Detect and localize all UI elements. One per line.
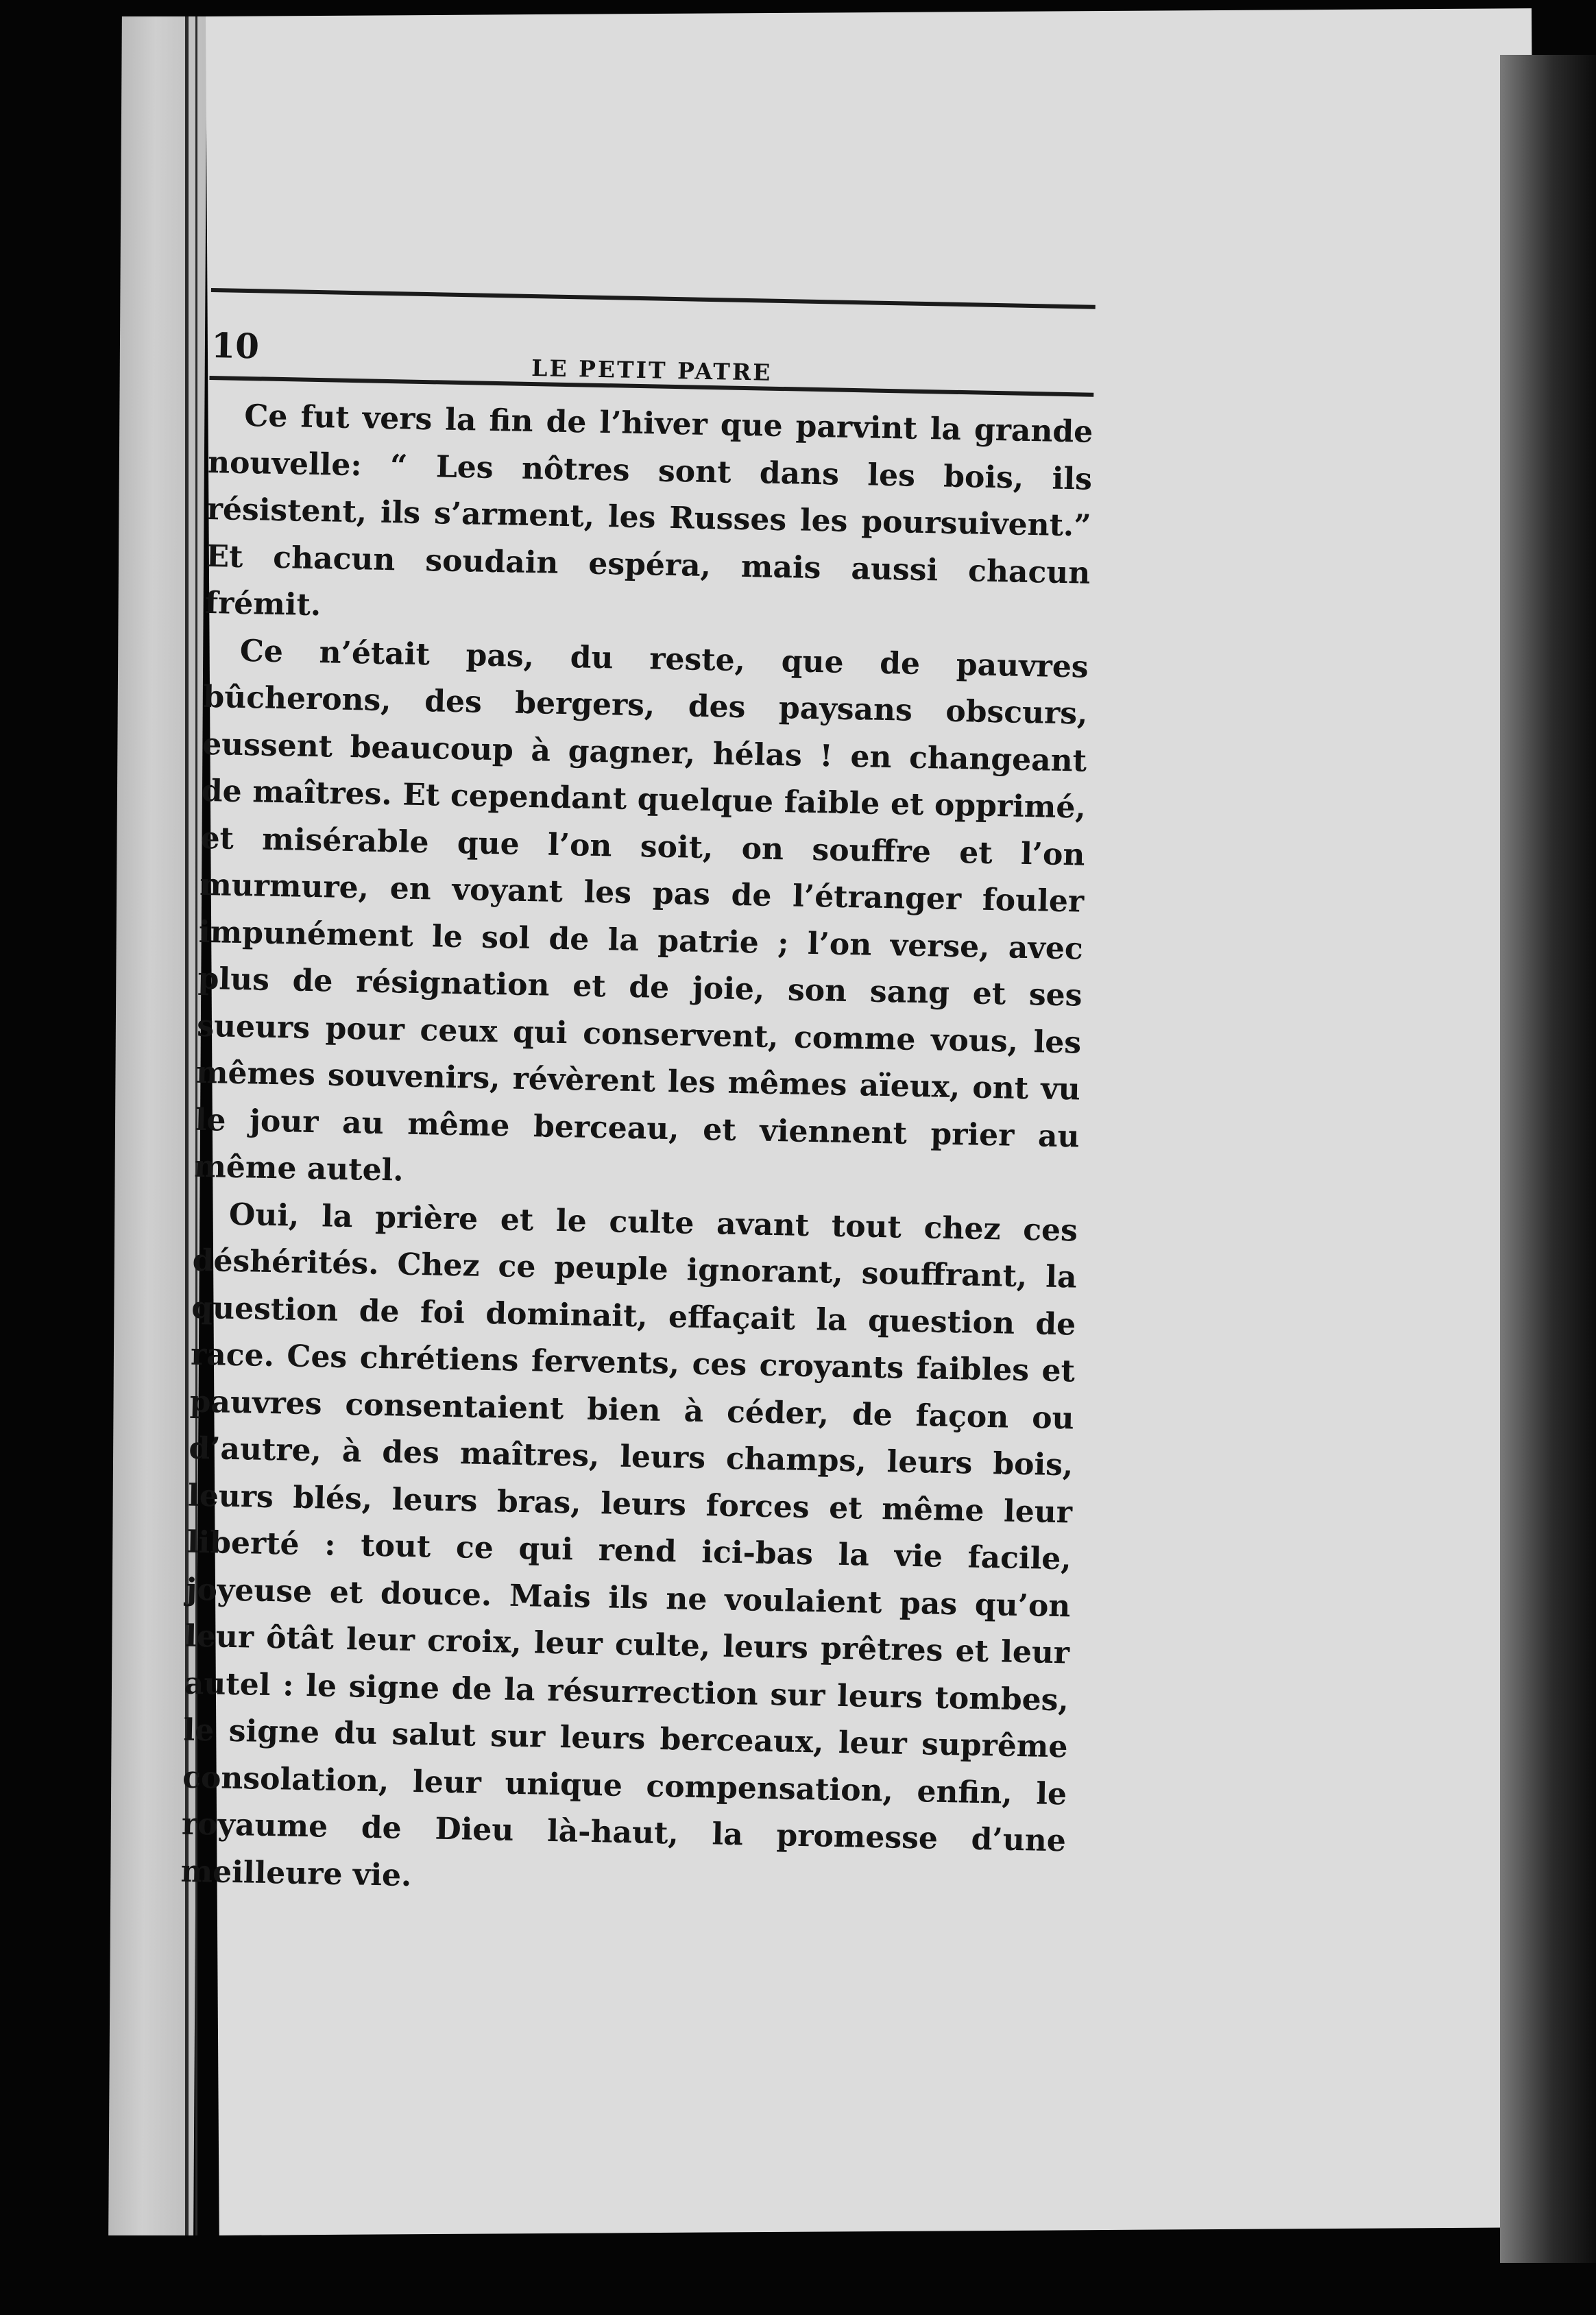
body-text (180, 392, 1093, 1912)
running-title: LE PETIT PATRE (531, 354, 773, 386)
book-spine (108, 16, 207, 2235)
spine-edge-line (185, 16, 189, 2235)
page-content (180, 288, 1096, 1912)
page-edge-shadow (1500, 55, 1596, 2263)
page-number: 10 (210, 325, 260, 367)
paragraph: Ce fut vers la fin de l’hiver que parvint la grande nouvelle: “ Les nôtres sont dans les bois, ils résistent, ils s’arment, les Russes les poursuivent.” Et chacun soudain espéra, mais aussi chacun frémit. (204, 398, 1093, 623)
page-header (210, 292, 1096, 393)
paragraph: Ce n’était pas, du reste, que de pauvres bûcherons, des bergers, des paysans obscurs, eussent beaucoup à gagner, hélas ! en changeant de maîtres. Et cependant quelque faible et opprimé, et misérable que l’on soit, on souffre et l’on murmure, en voyant les pas de l’étranger fouler impunément le sol de la patrie ; l’on verse, avec plus de résignation et de joie, son sang et ses sueurs pour ceux qui conservent, comme vous, les mêmes souvenirs, révèrent les mêmes aïeux, ont vu le jour au même berceau, et viennent prier au même autel. (193, 633, 1089, 1188)
paragraph: Oui, la prière et le culte avant tout chez ces déshérités. Chez ce peuple ignorant, souffrant, la question de foi dominait, effaçait la question de race. Ces chrétiens fervents, ces croyants faibles et pauvres consentaient bien à céder, de façon ou d’autre, à des maîtres, leurs champs, leurs bois, leurs blés, leurs bras, leurs forces et même leur liberté : tout ce qui rend ici-bas la vie facile, joyeuse et douce. Mais ils ne voulaient pas qu’on leur ôtât leur croix, leur culte, leurs prêtres et leur autel : le signe de la résurrection sur leurs tombes, le signe du salut sur leurs berceaux, leur suprême consolation, leur unique compensation, enfin, le royaume de Dieu là-haut, la promesse d’une meilleure vie. (180, 1197, 1078, 1893)
